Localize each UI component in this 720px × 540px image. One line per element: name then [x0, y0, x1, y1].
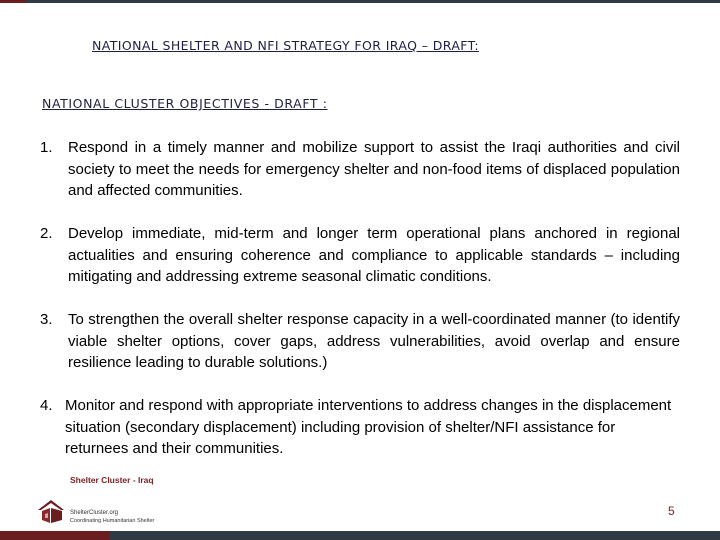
footer-org-name: Shelter Cluster - Iraq: [70, 475, 154, 485]
bottom-accent-bar-red: [0, 531, 110, 540]
objective-text: Monitor and respond with appropriate interventions to address changes in the displacement situation (secondary displacement) including provision of shelter/NFI assistance for returnees and their communities.: [65, 397, 672, 457]
section-subtitle: NATIONAL CLUSTER OBJECTIVES - DRAFT :: [42, 96, 328, 111]
objective-item: [40, 395, 680, 460]
objective-item: [40, 309, 680, 374]
shelter-cluster-logo-icon: [36, 496, 66, 526]
footer-url: ShelterCluster.org: [70, 510, 119, 516]
objective-number: 3.: [40, 311, 53, 328]
objective-text: Develop immediate, mid-term and longer term operational plans anchored in regional actualities and ensuring coherence and compliance to applicable standards – including mitigating and addressing extreme seasonal climatic conditions.: [68, 225, 680, 285]
top-accent-bar-red: [0, 0, 26, 3]
objectives-list: [40, 137, 680, 481]
top-accent-bar-dark: [26, 0, 720, 3]
objective-item: [40, 137, 680, 202]
page-number: 5: [668, 504, 675, 518]
objective-item: [40, 223, 680, 288]
footer-tagline: Coordinating Humanitarian Shelter: [70, 518, 155, 524]
objective-number: 2.: [40, 225, 53, 242]
objective-number: 4.: [40, 397, 53, 414]
bottom-accent-bar-dark: [110, 531, 720, 540]
document-title: NATIONAL SHELTER AND NFI STRATEGY FOR IRAQ – DRAFT:: [92, 38, 479, 53]
objective-text: Respond in a timely manner and mobilize support to assist the Iraqi authorities and civil society to meet the needs for emergency shelter and non-food items of displaced population and affected communities.: [68, 139, 680, 199]
objective-number: 1.: [40, 139, 53, 156]
objective-text: To strengthen the overall shelter response capacity in a well-coordinated manner (to identify viable shelter options, cover gaps, address vulnerabilities, avoid overlap and ensure resilience leading to durable solutions.): [68, 311, 680, 371]
